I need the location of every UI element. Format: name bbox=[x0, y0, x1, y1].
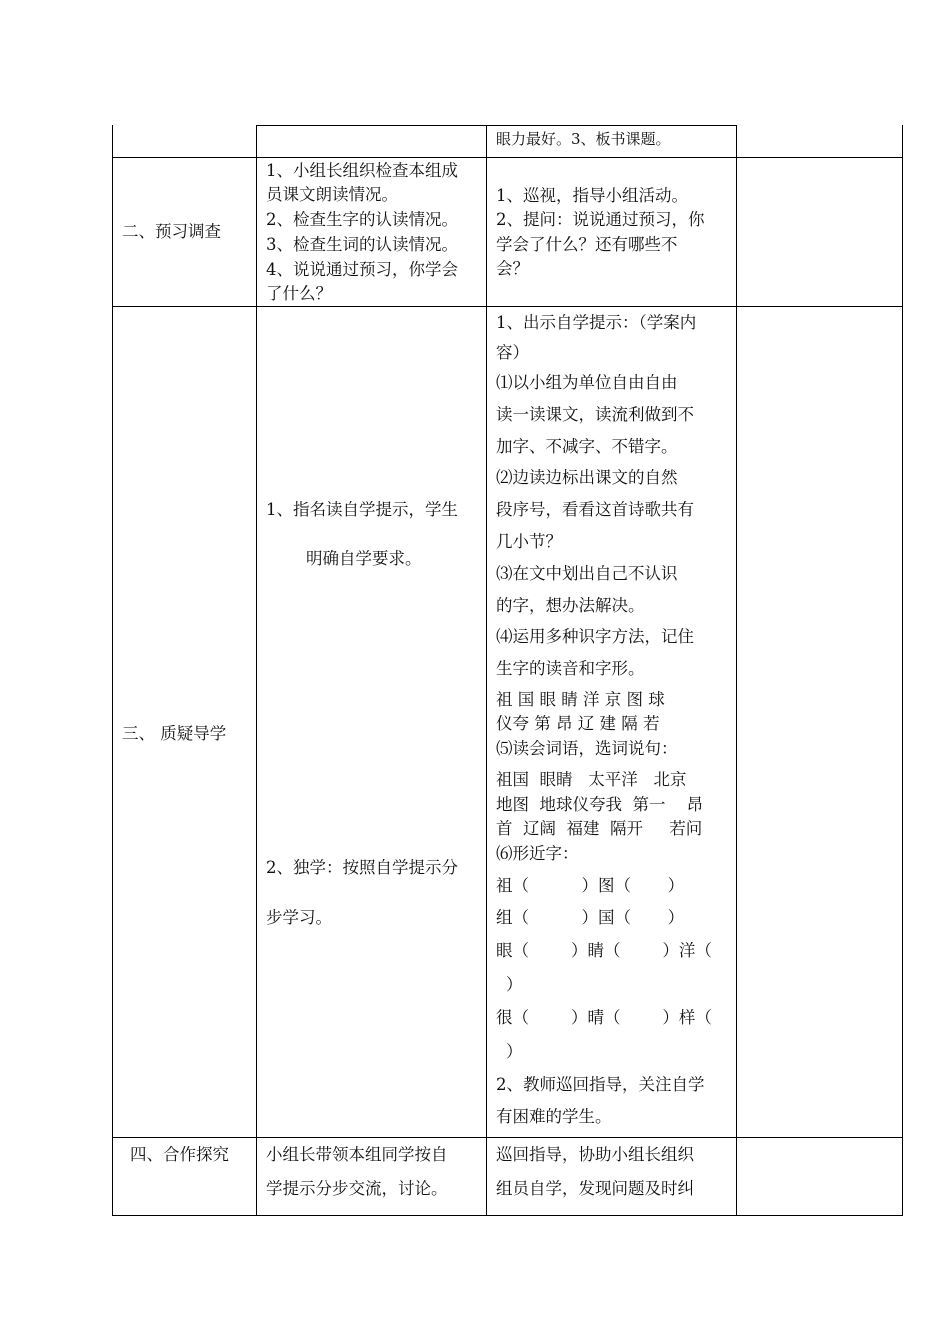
student-activity-line: 1、小组长组织检查本组成 bbox=[266, 161, 458, 180]
teacher-activity-line: ⑹形近字： bbox=[496, 844, 579, 863]
stage-label: 四、合作探究 bbox=[130, 1145, 229, 1164]
table-row-border bbox=[112, 306, 903, 307]
stage-label: 三、 质疑导学 bbox=[122, 724, 227, 743]
table-bottom-border bbox=[112, 1215, 903, 1216]
teacher-activity-line: 巡回指导，协助小组长组织 bbox=[496, 1145, 694, 1164]
teacher-activity-line: 祖国 眼睛 太平洋 北京 bbox=[496, 770, 687, 789]
teacher-activity-text: 眼力最好。3、板书课题。 bbox=[496, 130, 671, 148]
student-activity-line: 4、说说通过预习，你学会 bbox=[266, 260, 458, 279]
teacher-activity-line: 容） bbox=[496, 343, 529, 362]
stage-label: 二、预习调查 bbox=[122, 222, 221, 241]
teacher-activity-line: 生字的读音和字形。 bbox=[496, 659, 645, 678]
student-activity-line: 1、指名读自学提示，学生 bbox=[266, 500, 458, 519]
table-top-border bbox=[256, 125, 736, 126]
teacher-activity-line: 有困难的学生。 bbox=[496, 1107, 612, 1126]
table-row-border bbox=[112, 1137, 903, 1138]
teacher-activity-line: 2、教师巡回指导，关注自学 bbox=[496, 1075, 705, 1094]
teacher-activity-line: 会？ bbox=[496, 259, 529, 278]
student-activity-line: 2、检查生字的认读情况。 bbox=[266, 210, 458, 229]
teacher-activity-line: ） bbox=[506, 1042, 523, 1061]
teacher-activity-line: ⑴以小组为单位自由自由 bbox=[496, 373, 678, 392]
teacher-activity-line: 读一读课文，读流利做到不 bbox=[496, 405, 694, 424]
student-activity-line: 小组长带领本组同学按自 bbox=[266, 1145, 448, 1164]
teacher-activity-line: 学会了什么？还有哪些不 bbox=[496, 235, 678, 254]
table-col-border bbox=[256, 125, 257, 1216]
teacher-activity-line: 很（ ）晴（ ）样（ bbox=[496, 1008, 712, 1027]
table-col-border bbox=[902, 125, 903, 1216]
student-activity-line: 2、独学：按照自学提示分 bbox=[266, 858, 458, 877]
table-row-border bbox=[112, 157, 903, 158]
teacher-activity-line: 1、巡视，指导小组活动。 bbox=[496, 186, 688, 205]
student-activity-line: 步学习。 bbox=[266, 908, 332, 927]
teacher-activity-line: 的字，想办法解决。 bbox=[496, 596, 645, 615]
teacher-activity-line: ⑸读会词语，选词说句： bbox=[496, 739, 678, 758]
table-col-border bbox=[486, 125, 487, 1216]
teacher-activity-line: 1、出示自学提示：（学案内 bbox=[496, 313, 697, 332]
student-activity-line: 学提示分步交流，讨论。 bbox=[266, 1179, 448, 1198]
teacher-activity-line: 段序号，看看这首诗歌共有 bbox=[496, 500, 694, 519]
teacher-activity-line: 2、提问：说说通过预习，你 bbox=[496, 210, 705, 229]
teacher-activity-line: ⑶在文中划出自己不认识 bbox=[496, 564, 678, 583]
teacher-activity-line: 祖 国 眼 睛 洋 京 图 球 bbox=[496, 690, 665, 709]
table-col-border bbox=[736, 125, 737, 1216]
teacher-activity-line: 眼（ ）睛（ ）洋（ bbox=[496, 941, 712, 960]
teacher-activity-line: ⑷运用多种识字方法，记住 bbox=[496, 627, 694, 646]
teacher-activity-line: 组员自学，发现问题及时纠 bbox=[496, 1179, 694, 1198]
student-activity-line: 明确自学要求。 bbox=[306, 549, 422, 568]
student-activity-line: 员课文朗读情况。 bbox=[266, 185, 398, 204]
teacher-activity-line: ） bbox=[506, 975, 523, 994]
table-col-border bbox=[112, 125, 113, 1216]
teacher-activity-line: 地图 地球仪夸我 第一 昂 bbox=[496, 795, 703, 814]
student-activity-line: 了什么？ bbox=[266, 284, 332, 303]
teacher-activity-line: 几小节？ bbox=[496, 532, 562, 551]
student-activity-line: 3、检查生词的认读情况。 bbox=[266, 235, 458, 254]
teacher-activity-line: 祖（ ）图（ ） bbox=[496, 876, 685, 895]
teacher-activity-line: 仪夸 第 昂 辽 建 隔 若 bbox=[496, 714, 660, 733]
teacher-activity-line: 组（ ）国（ ） bbox=[496, 908, 685, 927]
teacher-activity-line: 首 辽阔 福建 隔开 若问 bbox=[496, 819, 703, 838]
teacher-activity-line: ⑵边读边标出课文的自然 bbox=[496, 468, 678, 487]
teacher-activity-line: 加字、不减字、不错字。 bbox=[496, 437, 678, 456]
